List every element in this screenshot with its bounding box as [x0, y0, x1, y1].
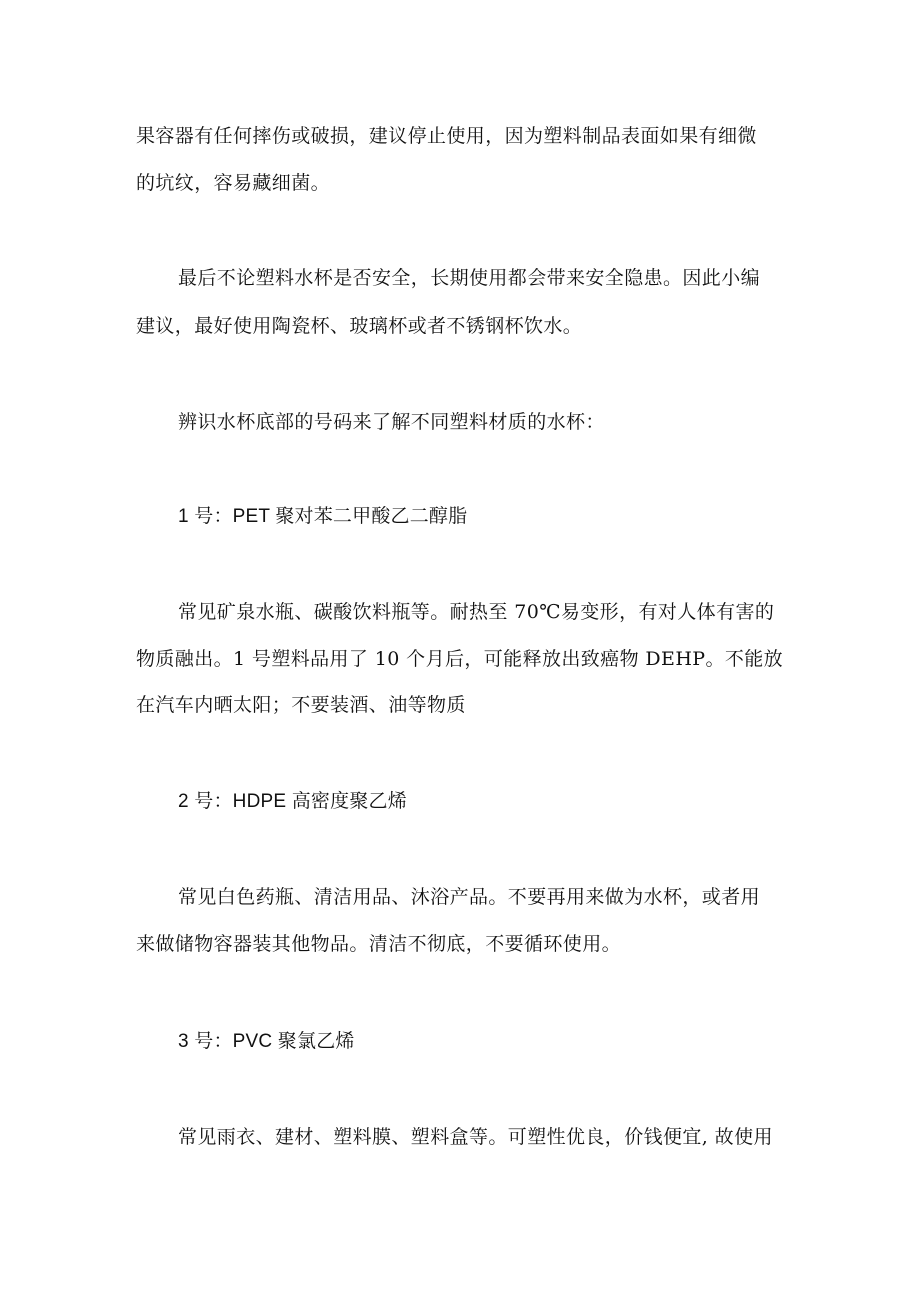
paragraph-line: 的坑纹，容易藏细菌。	[136, 172, 331, 194]
paragraph-line: 建议，最好使用陶瓷杯、玻璃杯或者不锈钢杯饮水。	[136, 315, 583, 337]
paragraph-line: 常见雨衣、建材、塑料膜、塑料盒等。可塑性优良，价钱便宜, 故使用	[178, 1126, 773, 1148]
paragraph-line: 常见白色药瓶、清洁用品、沐浴产品。不要再用来做为水杯，或者用	[178, 886, 761, 908]
paragraph-line: 来做储物容器装其他物品。清洁不彻底，不要循环使用。	[136, 933, 622, 955]
paragraph-line: 最后不论塑料水杯是否安全，长期使用都会带来安全隐患。因此小编	[178, 267, 761, 289]
paragraph-line: 果容器有任何摔伤或破损，建议停止使用，因为塑料制品表面如果有细微	[136, 125, 757, 147]
paragraph-line: 常见矿泉水瓶、碳酸饮料瓶等。耐热至 70℃易变形，有对人体有害的	[178, 601, 775, 623]
paragraph-line: 辨识水杯底部的号码来了解不同塑料材质的水杯：	[178, 411, 605, 433]
section-heading-pet: 1 号：PET 聚对苯二甲酸乙二醇脂	[178, 506, 468, 527]
section-heading-pvc: 3 号：PVC 聚氯乙烯	[178, 1031, 355, 1052]
paragraph-line: 物质融出。1 号塑料品用了 10 个月后，可能释放出致癌物 DEHP。不能放	[136, 648, 784, 670]
paragraph-line: 在汽车内晒太阳；不要装酒、油等物质	[136, 694, 466, 716]
section-heading-hdpe: 2 号：HDPE 高密度聚乙烯	[178, 791, 407, 812]
